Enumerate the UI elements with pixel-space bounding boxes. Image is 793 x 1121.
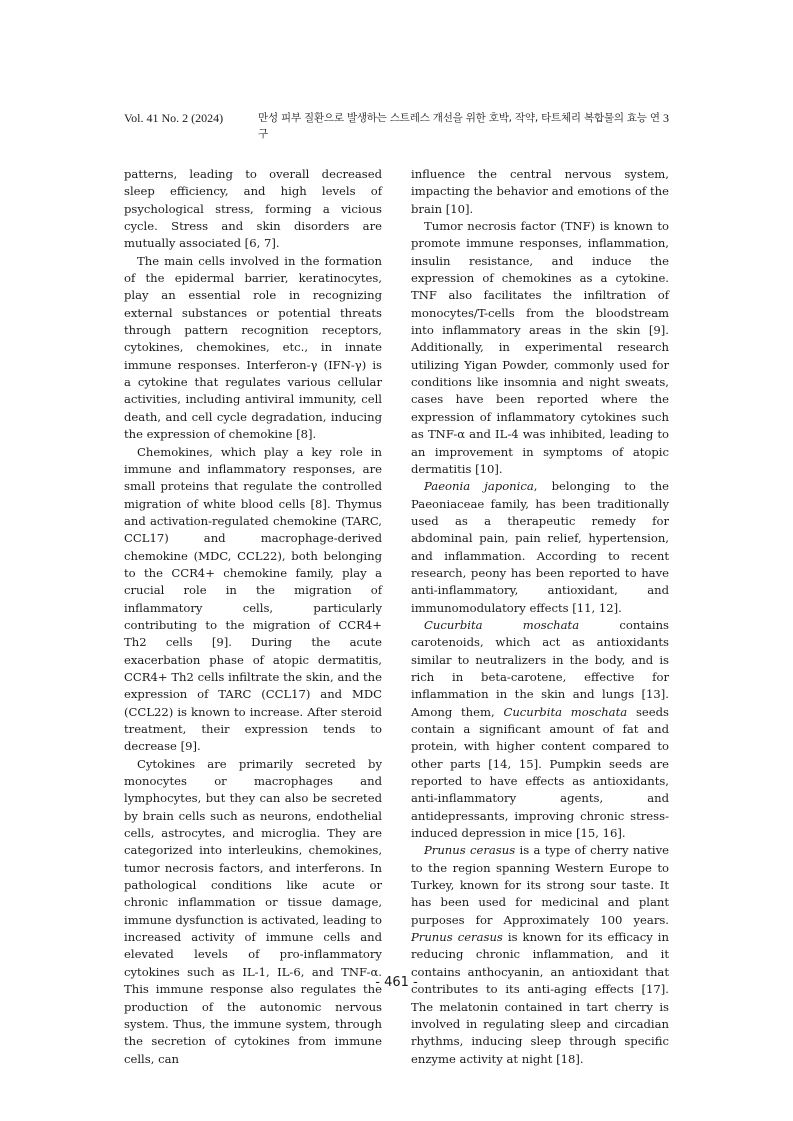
paragraph-text: is known for its efficacy in reducing chronic inflammation, and it contains anthocyanin, an antioxidant that contributes to its anti-aging effects [17]. The melatonin contained in tart cherry is involved in regulating sleep and circadian rhythms, inducing sleep through specific enzyme activity at night [18].	[411, 930, 669, 1066]
paragraph: Cytokines are primarily secreted by monocytes or macrophages and lymphocytes, but they can also be secreted by brain cells such as neurons, endothelial cells, astrocytes, and microglia. They are categorized into interleukins, chemokines, tumor necrosis factors, and interferons. In pathological conditions like acute or chronic inflammation or tissue damage, immune dysfunction is activated, leading to increased activity of immune cells and elevated levels of pro-inflammatory cytokines such as IL-1, IL-6, and TNF-α. This immune response also regulates the production of the autonomic nervous system. Thus, the immune system, through the secretion of cytokines from immune cells, can	[124, 756, 382, 1066]
paragraph-text: is a type of cherry native to the region spanning Western Europe to Turkey, known for its strong sour taste. It has been used for medicinal and plant purposes for Approximately 100 years.	[411, 843, 669, 927]
paragraph	[411, 617, 669, 842]
right-column	[411, 166, 669, 1068]
paragraph: Chemokines, which play a key role in immune and inflammatory responses, are small proteins that regulate the controlled migration of white blood cells [8]. Thymus and activation-regulated chemokine (TARC, CCL17) and macrophage-derived chemokine (MDC, CCL22), both belonging to the CCR4+ chemokine family, play a crucial role in the migration of inflammatory cells, particularly contributing to the migration of CCR4+ Th2 cells [9]. During the acute exacerbation phase of atopic dermatitis, CCR4+ Th2 cells infiltrate the skin, and the expression of TARC (CCL17) and MDC (CCL22) is known to increase. After steroid treatment, their expression tends to decrease [9].	[124, 444, 382, 754]
paragraph: The main cells involved in the formation of the epidermal barrier, keratinocytes, play an essential role in recognizing external substances or potential threats through pattern recognition receptors, cytokines, chemokines, etc., in innate immune responses. Interferon-γ (IFN-γ) is a cytokine that regulates various cellular activities, including antiviral immunity, cell death, and cell cycle degradation, inducing the expression of chemokine [8].	[124, 253, 382, 442]
left-column	[124, 166, 382, 1068]
species-name: Cucurbita moschata	[424, 617, 580, 632]
paragraph-text: seeds contain a significant amount of fat and protein, with higher content compared to other parts [14, 15]. Pumpkin seeds are reported to have effects as antioxidants, anti-inflammatory agents, and antidepressants, improving chronic stress-induced depression in mice [15, 16].	[411, 704, 669, 841]
paragraph	[411, 478, 669, 617]
running-header	[124, 110, 669, 140]
paragraph-text: , belonging to the Paeoniaceae family, has been traditionally used as a therapeutic remedy for abdominal pain, pain relief, hypertension, and inflammation. According to recent research, peony has been reported to have anti-inflammatory, antioxidant, and immunomodulatory effects [11, 12].	[411, 479, 669, 615]
paragraph: Tumor necrosis factor (TNF) is known to promote immune responses, inflammation, insulin resistance, and induce the expression of chemokines as a cytokine. TNF also facilitates the infiltration of monocytes/T-cells from the bloodstream into inflammatory areas in the skin [9]. Additionally, in experimental research utilizing Yigan Powder, commonly used for conditions like insomnia and night sweats, cases have been reported where the expression of inflammatory cytokines such as TNF-α and IL-4 was inhibited, leading to an improvement in symptoms of atopic dermatitis [10].	[411, 219, 669, 476]
species-name: Paeonia japonica	[424, 479, 534, 494]
running-title: 만성 피부 질환으로 발생하는 스트레스 개선을 위한 호박, 작약, 타트체리 복합물의 효능 연구	[258, 112, 660, 140]
species-name: Prunus cerasus	[424, 843, 516, 858]
page-number: 3	[663, 111, 669, 125]
paragraph	[411, 842, 669, 1067]
paragraph: influence the central nervous system, impacting the behavior and emotions of the brain [10].	[411, 167, 669, 216]
journal-volume: Vol. 41 No. 2 (2024)	[124, 111, 224, 125]
paragraph-text: contains carotenoids, which act as antioxidants similar to neutralizers in the body, and is rich in beta-carotene, effective for inflammation in the skin and lungs [13]. Among them,	[411, 617, 670, 719]
page-folio: - 461 -	[375, 975, 418, 990]
paragraph: patterns, leading to overall decreased sleep efficiency, and high levels of psychological stress, forming a vicious cycle. Stress and skin disorders are mutually associated [6, 7].	[124, 167, 382, 251]
species-name: Prunus cerasus	[411, 930, 503, 945]
species-name: Cucurbita moschata	[503, 704, 628, 719]
